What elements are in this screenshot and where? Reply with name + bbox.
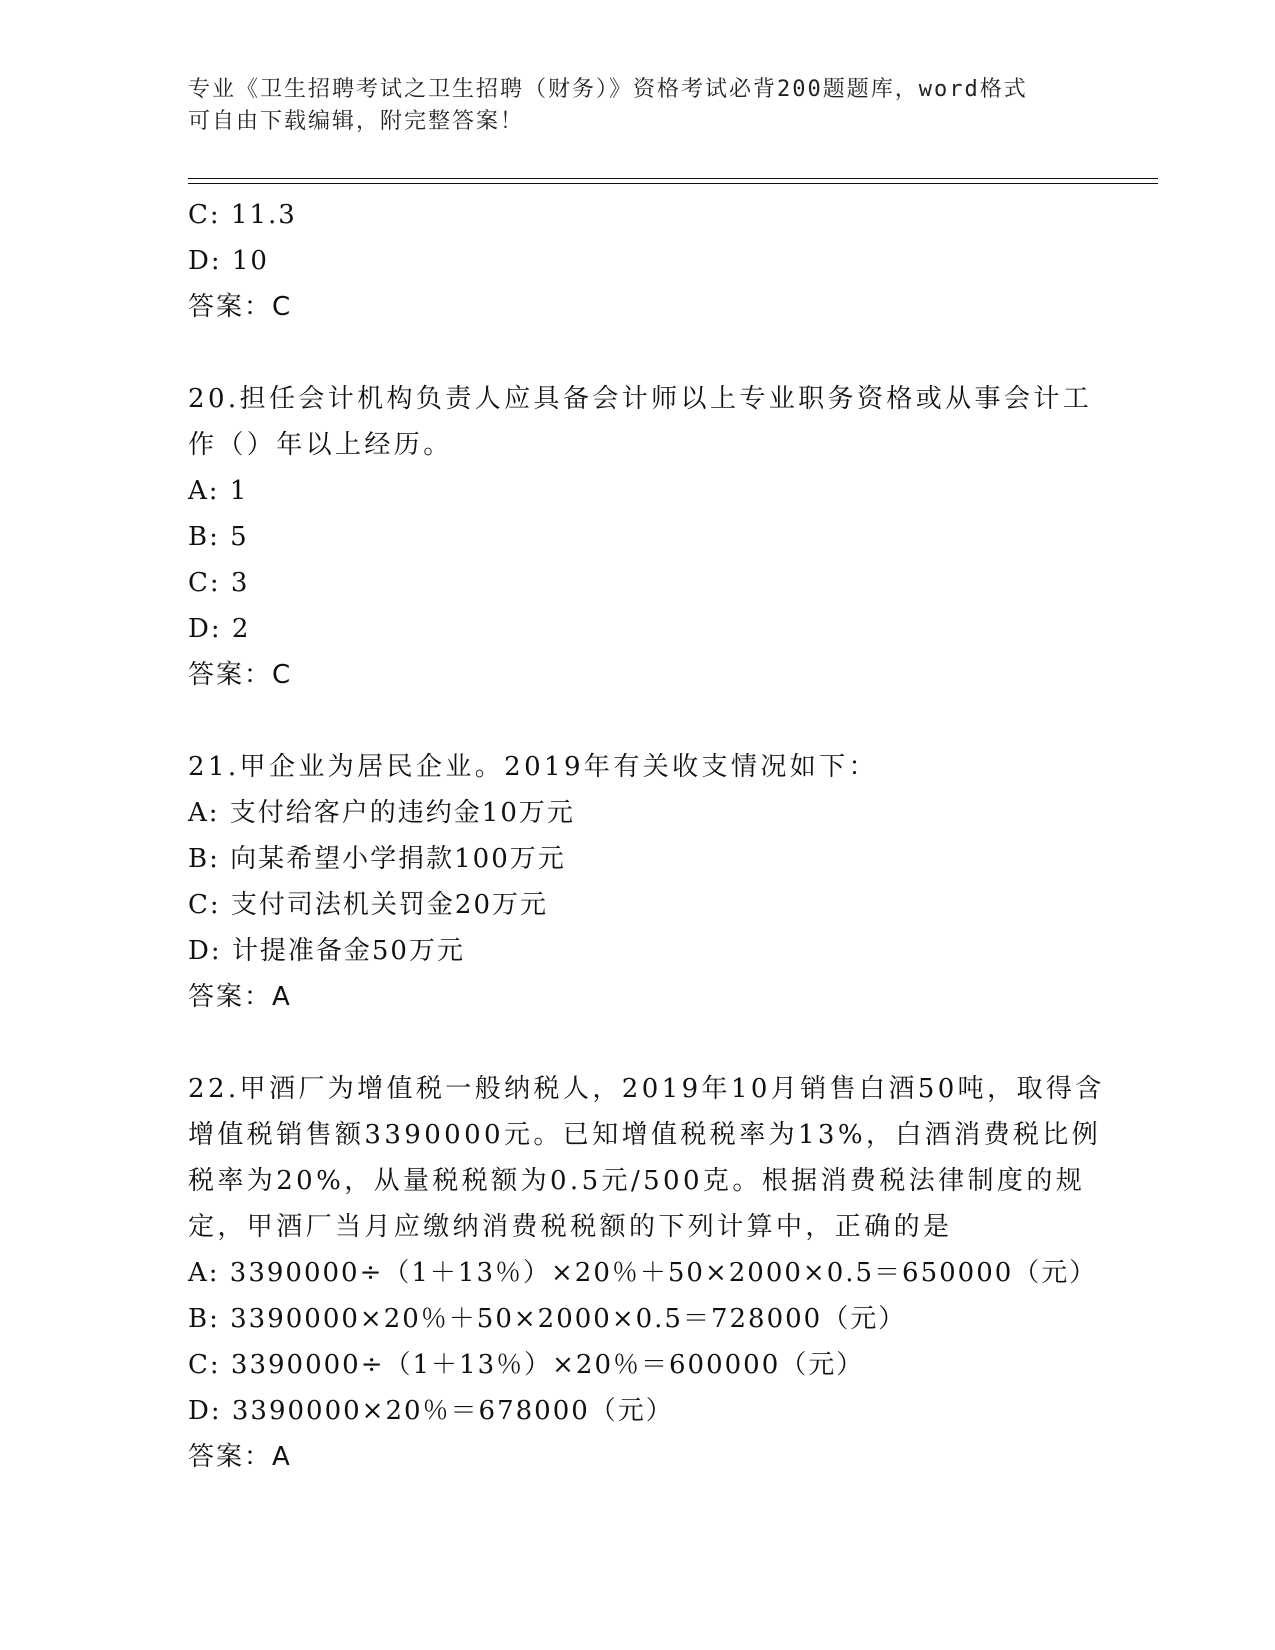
spacer [188, 698, 1088, 744]
question-text [188, 1066, 1105, 1250]
header-divider-bottom [188, 183, 1158, 184]
spacer [188, 330, 1088, 376]
question-21 [188, 744, 1088, 1020]
header-divider-top [188, 178, 1158, 179]
option-c: C: 11.3 [188, 200, 297, 230]
option-c: C: 3 [188, 568, 250, 598]
option-d: D: 10 [188, 246, 269, 276]
option-d: D: 2 [188, 614, 251, 644]
question-text-line: 20.担任会计机构负责人应具备会计师以上专业职务资格或从事会计工 [188, 384, 1093, 414]
option-a: A: 1 [188, 476, 249, 506]
document-body [188, 192, 1105, 1480]
document-header [188, 74, 1088, 138]
question-text-line: 增值税销售额3390000元。已知增值税税率为13%，白酒消费税比例 [188, 1120, 1102, 1150]
option-a: A: 支付给客户的违约金10万元 [188, 798, 575, 828]
option-d: D: 3390000×20％＝678000（元） [188, 1396, 674, 1426]
question-text-line: 税率为20%，从量税税额为0.5元/500克。根据消费税法律制度的规 [188, 1166, 1086, 1196]
header-line-1: 专业《卫生招聘考试之卫生招聘（财务）》资格考试必背200题题库，word格式 [188, 77, 1028, 102]
answer-line: 答案：C [188, 292, 293, 322]
question-19-tail [188, 192, 1088, 330]
header-line-2: 可自由下载编辑，附完整答案！ [188, 109, 525, 134]
question-text [188, 376, 1093, 468]
question-text-line: 21.甲企业为居民企业。2019年有关收支情况如下： [188, 752, 878, 782]
answer-line: 答案：A [188, 1442, 292, 1472]
option-c: C: 3390000÷（1＋13％）×20％＝600000（元） [188, 1350, 865, 1380]
spacer [188, 1020, 1088, 1066]
option-d: D: 计提准备金50万元 [188, 936, 465, 966]
option-a: A: 3390000÷（1＋13％）×20％＋50×2000×0.5＝650000（元） [188, 1258, 1098, 1288]
question-text [188, 744, 1088, 790]
question-20 [188, 376, 1093, 698]
answer-line: 答案：C [188, 660, 293, 690]
option-c: C: 支付司法机关罚金20万元 [188, 890, 549, 920]
option-b: B: 向某希望小学捐款100万元 [188, 844, 566, 874]
option-b: B: 3390000×20％＋50×2000×0.5＝728000（元） [188, 1304, 907, 1334]
answer-line: 答案：A [188, 982, 292, 1012]
question-22 [188, 1066, 1105, 1480]
question-text-line: 作（）年以上经历。 [188, 430, 453, 460]
option-b: B: 5 [188, 522, 249, 552]
question-text-line: 定，甲酒厂当月应缴纳消费税税额的下列计算中，正确的是 [188, 1212, 953, 1242]
question-text-line: 22.甲酒厂为增值税一般纳税人，2019年10月销售白酒50吨，取得含 [188, 1074, 1105, 1104]
